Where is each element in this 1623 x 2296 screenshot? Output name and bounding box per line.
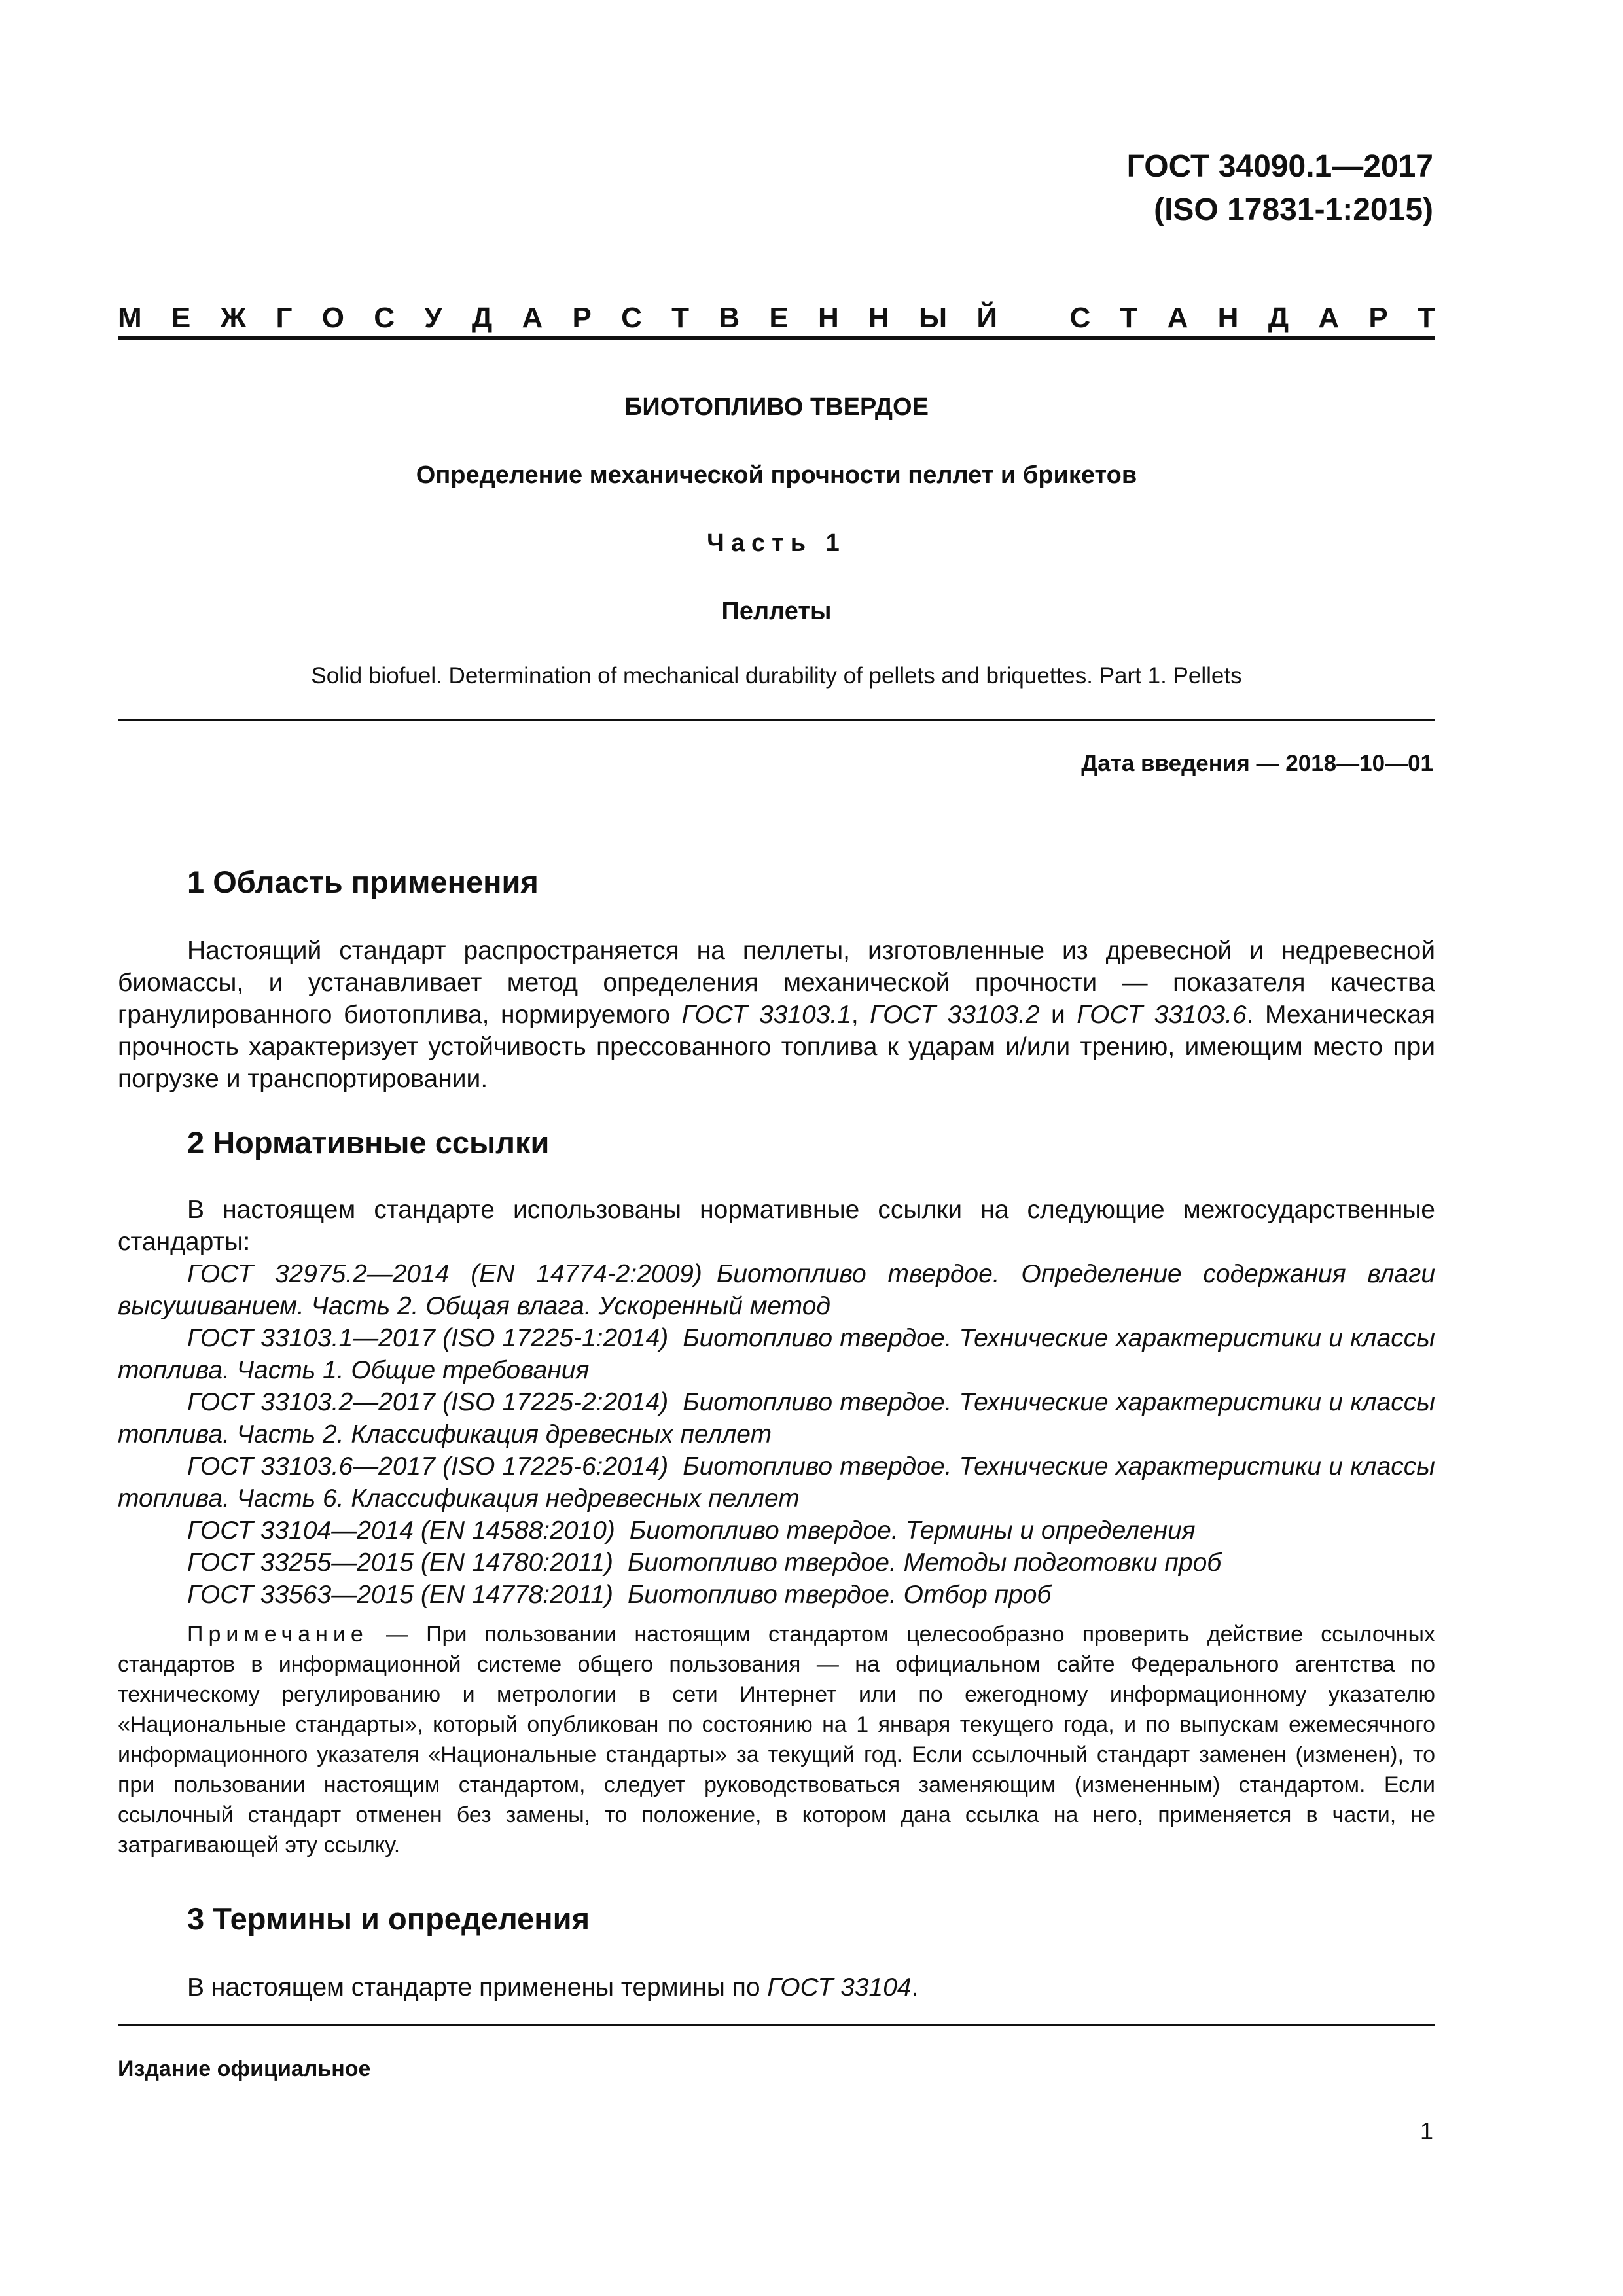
reference-code: ГОСТ 33104—2014 (EN 14588:2010) <box>187 1516 615 1545</box>
banner-letter <box>1027 298 1040 338</box>
document-title: БИОТОПЛИВО ТВЕРДОЕ <box>624 393 929 421</box>
banner-letter: Н <box>1217 302 1239 334</box>
normative-references-list <box>118 1258 1435 1611</box>
ref-link: ГОСТ 33103.1 <box>681 1001 851 1029</box>
ref-link: ГОСТ 33103.6 <box>1077 1001 1247 1029</box>
reference-title: Биотопливо твердое. Отбор проб <box>627 1581 1052 1609</box>
banner-letter: С <box>374 302 395 334</box>
banner-letter: Т <box>1417 302 1435 334</box>
reference-title: Биотопливо твердое. Определение содержания влаги высушиванием. Часть 2. Общая влага. Ускоренный метод <box>118 1260 1436 1320</box>
gost-number: ГОСТ 34090.1—2017 <box>1126 149 1433 184</box>
reference-code: ГОСТ 32975.2—2014 (EN 14774-2:2009) <box>187 1260 702 1288</box>
banner-letter: С <box>1069 302 1091 334</box>
ref-link: ГОСТ 33103.2 <box>870 1001 1040 1029</box>
reference-item <box>118 1258 1435 1322</box>
banner-letter: Д <box>1268 302 1289 334</box>
gost-code-block <box>1127 145 1433 232</box>
reference-code: ГОСТ 33563—2015 (EN 14778:2011) <box>187 1581 613 1609</box>
banner-letter: Е <box>171 302 191 334</box>
reference-code: ГОСТ 33103.1—2017 (ISO 17225-1:2014) <box>187 1324 669 1352</box>
banner-letter: С <box>621 302 642 334</box>
banner-letter: В <box>719 302 740 334</box>
reference-title: Биотопливо твердое. Термины и определения <box>629 1516 1196 1545</box>
reference-item <box>118 1547 1435 1579</box>
banner-letter: Д <box>471 302 493 334</box>
banner-letter: А <box>1318 302 1340 334</box>
reference-title: Биотопливо твердое. Методы подготовки проб <box>627 1549 1222 1577</box>
reference-item <box>118 1450 1435 1515</box>
banner-letter: Ж <box>220 302 247 334</box>
footer-rule <box>118 2024 1435 2026</box>
section-3-heading: 3 Термины и определения <box>187 1901 590 1936</box>
banner-letter: Р <box>1368 302 1388 334</box>
section-1-paragraph: Настоящий стандарт распространяется на пеллеты, изготовленные из древесной и недревесной биомассы, и устанавливает метод определения механической прочности — показателя качества гранулированного биотоплива, нормируемого ГОСТ 33103.1, ГОСТ 33103.2 и ГОСТ 33103.6. Механическая прочность характеризует устойчивость прессованного топлива к ударам и/или трению, имеющим место при погрузке и транспортировании. <box>118 937 1436 1093</box>
banner-letter: Ы <box>919 302 948 334</box>
banner-letter: М <box>118 302 142 334</box>
iso-number: (ISO 17831-1:2015) <box>1154 192 1433 227</box>
ref-link: ГОСТ 33104 <box>767 1973 912 2001</box>
banner-letter: Н <box>868 302 889 334</box>
reference-code: ГОСТ 33103.2—2017 (ISO 17225-2:2014) <box>187 1388 669 1416</box>
document-subtitle: Определение механической прочности пеллет и брикетов <box>416 461 1137 489</box>
banner-rule <box>118 336 1435 340</box>
banner-letter: А <box>522 302 543 334</box>
reference-item <box>118 1515 1435 1547</box>
reference-title: Биотопливо твердое. Технические характеристики и классы топлива. Часть 1. Общие требования <box>118 1324 1435 1384</box>
part-name: Пеллеты <box>721 598 832 625</box>
section-2-intro: В настоящем стандарте использованы нормативные ссылки на следующие межгосударственные стандарты: <box>118 1196 1435 1256</box>
reference-item <box>118 1579 1435 1611</box>
section-3-paragraph: В настоящем стандарте применены термины по ГОСТ 33104. <box>187 1973 919 2001</box>
banner-letter: Т <box>671 302 690 334</box>
note-label: Примечание <box>187 1622 368 1647</box>
section-2-heading: 2 Нормативные ссылки <box>187 1125 550 1160</box>
banner-letter: У <box>424 302 442 334</box>
banner-letter: Е <box>769 302 789 334</box>
banner-letter: Т <box>1120 302 1138 334</box>
banner-letter: Н <box>817 302 839 334</box>
reference-title: Биотопливо твердое. Технические характеристики и классы топлива. Часть 2. Классификация древесных пеллет <box>118 1388 1435 1448</box>
part-label: Часть 1 <box>707 529 846 557</box>
banner-letter: А <box>1167 302 1188 334</box>
page-number: 1 <box>1419 2117 1433 2144</box>
title-rule <box>118 719 1435 721</box>
section-1-heading: 1 Область применения <box>187 865 539 899</box>
banner-letter: Р <box>572 302 592 334</box>
note-text: — При пользовании настоящим стандартом целесообразно проверить действие ссылочных стандартов в информационной системе общего пользования — на официальном сайте Федерального агентства по техническому регулированию и метрологии в сети Интернет или по ежегодному информационному указателю «Национальные стандарты», который опубликован по состоянию на 1 января текущего года, и по выпускам ежемесячного информационного указателя «Национальные стандарты» за текущий год. Если ссылочный стандарт заменен (изменен), то при пользовании настоящим стандартом, следует руководствоваться заменяющим (измененным) стандартом. Если ссылочный стандарт отменен без замены, то положение, в котором дана ссылка на него, применяется в части, не затрагивающей эту ссылку. <box>118 1622 1435 1857</box>
intro-date: Дата введения — 2018—10—01 <box>1081 751 1433 776</box>
english-title: Solid biofuel. Determination of mechanical durability of pellets and briquettes. Part 1. Pellets <box>311 663 1242 689</box>
banner-letter: Й <box>976 302 997 334</box>
reference-code: ГОСТ 33103.6—2017 (ISO 17225-6:2014) <box>187 1452 669 1480</box>
reference-item <box>118 1386 1435 1450</box>
official-edition-label: Издание официальное <box>118 2056 371 2081</box>
note-paragraph <box>118 1619 1435 1860</box>
banner-letter: Г <box>276 302 293 334</box>
interstate-standard-banner <box>118 298 1435 338</box>
reference-title: Биотопливо твердое. Технические характеристики и классы топлива. Часть 6. Классификация недревесных пеллет <box>118 1452 1435 1513</box>
banner-letter: О <box>321 302 344 334</box>
reference-code: ГОСТ 33255—2015 (EN 14780:2011) <box>187 1549 613 1577</box>
reference-item <box>118 1322 1435 1386</box>
